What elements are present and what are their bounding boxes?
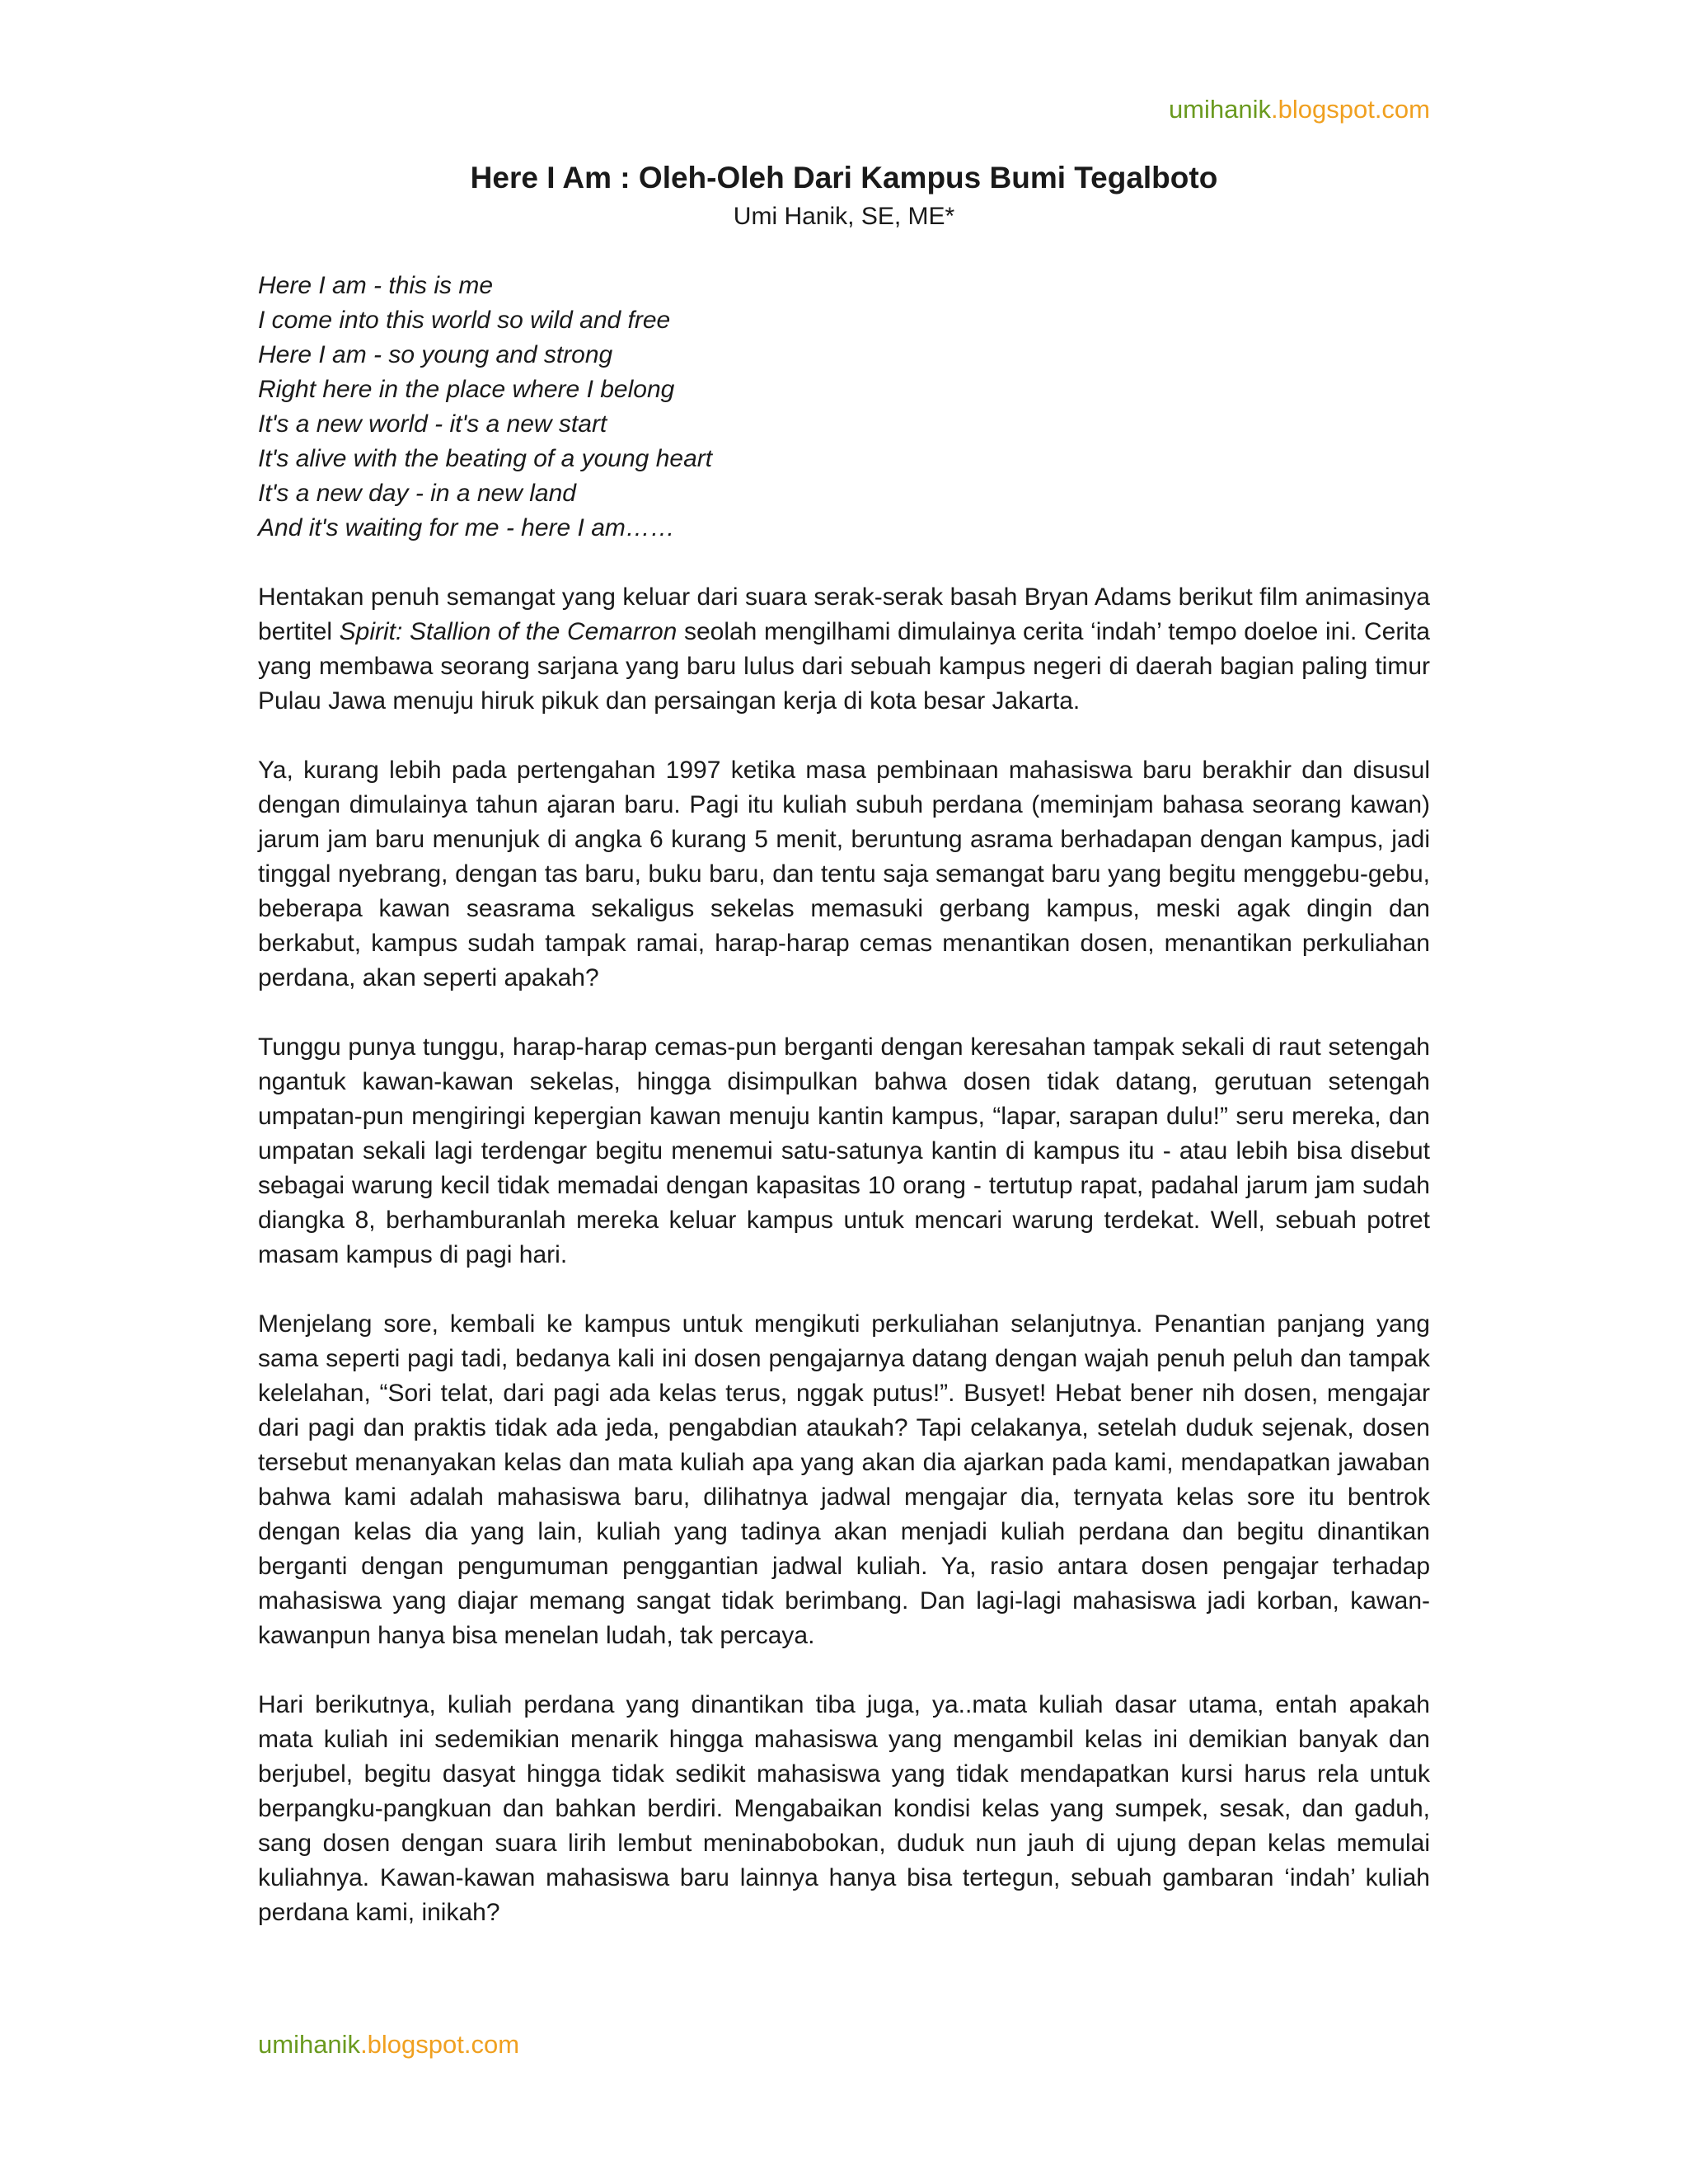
film-title: Spirit: Stallion of the Cemarron [339,618,678,645]
paragraph-1-text-start: Hentakan penuh semangat yang keluar dari suara serak-serak basah Bryan Adams berikut film animasinya bertitel [258,583,1430,645]
paragraph-1 [258,580,1430,719]
lyric-line: It's a new world - it's a new start [258,410,607,438]
lyric-line: Here I am - this is me [258,272,494,299]
blog-domain: .blogspot.com [1271,95,1430,124]
lyric-line: And it's waiting for me - here I am…… [258,514,675,541]
document-author: Umi Hanik, SE, ME* [733,203,955,230]
lyric-line: It's alive with the beating of a young heart [258,445,713,472]
blog-watermark-bottom [258,2032,519,2057]
paragraph-1-text-end: seolah mengilhami dimulainya cerita ‘indah’ tempo doeloe ini. Cerita yang membawa seorang sarjana yang baru lulus dari sebuah kampus negeri di daerah bagian paling timur Pulau Jawa menuju hiruk pikuk dan persaingan kerja di kota besar Jakarta. [258,618,1430,715]
lyric-line: Right here in the place where I belong [258,376,675,403]
blog-name: umihanik [258,2030,361,2059]
paragraph-4: Menjelang sore, kembali ke kampus untuk mengikuti perkuliahan selanjutnya. Penantian panjang yang sama seperti pagi tadi, bedanya kali ini dosen pengajarnya datang dengan wajah penuh peluh dan tampak kelelahan, “Sori telat, dari pagi ada kelas terus, nggak putus!”. Busyet! Hebat bener nih dosen, mengajar dari pagi dan praktis tidak ada jeda, pengabdian ataukah? Tapi celakanya, setelah duduk sejenak, dosen tersebut menanyakan kelas dan mata kuliah apa yang akan dia ajarkan pada kami, mendapatkan jawaban bahwa kami adalah mahasiswa baru, dilihatnya jadwal mengajar dia, ternyata kelas sore itu bentrok dengan kelas dia yang lain, kuliah yang tadinya akan menjadi kuliah perdana dan begitu dinantikan berganti dengan pengumuman penggantian jadwal kuliah. Ya, rasio antara dosen pengajar terhadap mahasiswa yang diajar memang sangat tidak berimbang. Dan lagi-lagi mahasiswa jadi korban, kawan-kawanpun hanya bisa menelan ludah, tak percaya. [258,1310,1430,1649]
document-body [258,157,1430,1930]
paragraph-2: Ya, kurang lebih pada pertengahan 1997 ketika masa pembinaan mahasiswa baru berakhir dan disusul dengan dimulainya tahun ajaran baru. Pagi itu kuliah subuh perdana (meminjam bahasa seorang kawan) jarum jam baru menunjuk di angka 6 kurang 5 menit, beruntung asrama berhadapan dengan kampus, jadi tinggal nyebrang, dengan tas baru, buku baru, dan tentu saja semangat baru yang begitu menggebu-gebu, beberapa kawan seasrama sekaligus sekelas memasuki gerbang kampus, meski agak dingin dan berkabut, kampus sudah tampak ramai, harap-harap cemas menantikan dosen, menantikan perkuliahan perdana, akan seperti apakah? [258,757,1430,991]
blog-name: umihanik [1168,95,1271,124]
paragraph-3: Tunggu punya tunggu, harap-harap cemas-pun berganti dengan keresahan tampak sekali di raut setengah ngantuk kawan-kawan sekelas, hingga disimpulkan bahwa dosen tidak datang, gerutuan setengah umpatan-pun mengiringi kepergian kawan menuju kantin kampus, “lapar, sarapan dulu!” seru mereka, dan umpatan sekali lagi terdengar begitu menemui satu-satunya kantin di kampus itu - atau lebih bisa disebut sebagai warung kecil tidak memadai dengan kapasitas 10 orang - tertutup rapat, padahal jarum jam sudah diangka 8, berhamburanlah mereka keluar kampus untuk mencari warung terdekat. Well, sebuah potret masam kampus di pagi hari. [258,1033,1430,1268]
song-lyrics [258,269,1430,546]
lyric-line: Here I am - so young and strong [258,341,613,368]
lyric-line: I come into this world so wild and free [258,307,671,334]
paragraph-5: Hari berikutnya, kuliah perdana yang dinantikan tiba juga, ya..mata kuliah dasar utama, entah apakah mata kuliah ini sedemikian menarik hingga mahasiswa yang mengambil kelas ini demikian banyak dan berjubel, begitu dasyat hingga tidak sedikit mahasiswa yang tidak mendapatkan kursi harus rela untuk berpangku-pangkuan dan bahkan berdiri. Mengabaikan kondisi kelas yang sumpek, sesak, dan gaduh, sang dosen dengan suara lirih lembut meninabobokan, duduk nun jauh di ujung depan kelas memulai kuliahnya. Kawan-kawan mahasiswa baru lainnya hanya bisa tertegun, sebuah gambaran ‘indah’ kuliah perdana kami, inikah? [258,1691,1430,1926]
blog-domain: .blogspot.com [360,2030,520,2059]
lyric-line: It's a new day - in a new land [258,480,576,507]
blog-watermark-top [1169,96,1430,122]
document-title: Here I Am : Oleh-Oleh Dari Kampus Bumi Tegalboto [470,161,1218,194]
